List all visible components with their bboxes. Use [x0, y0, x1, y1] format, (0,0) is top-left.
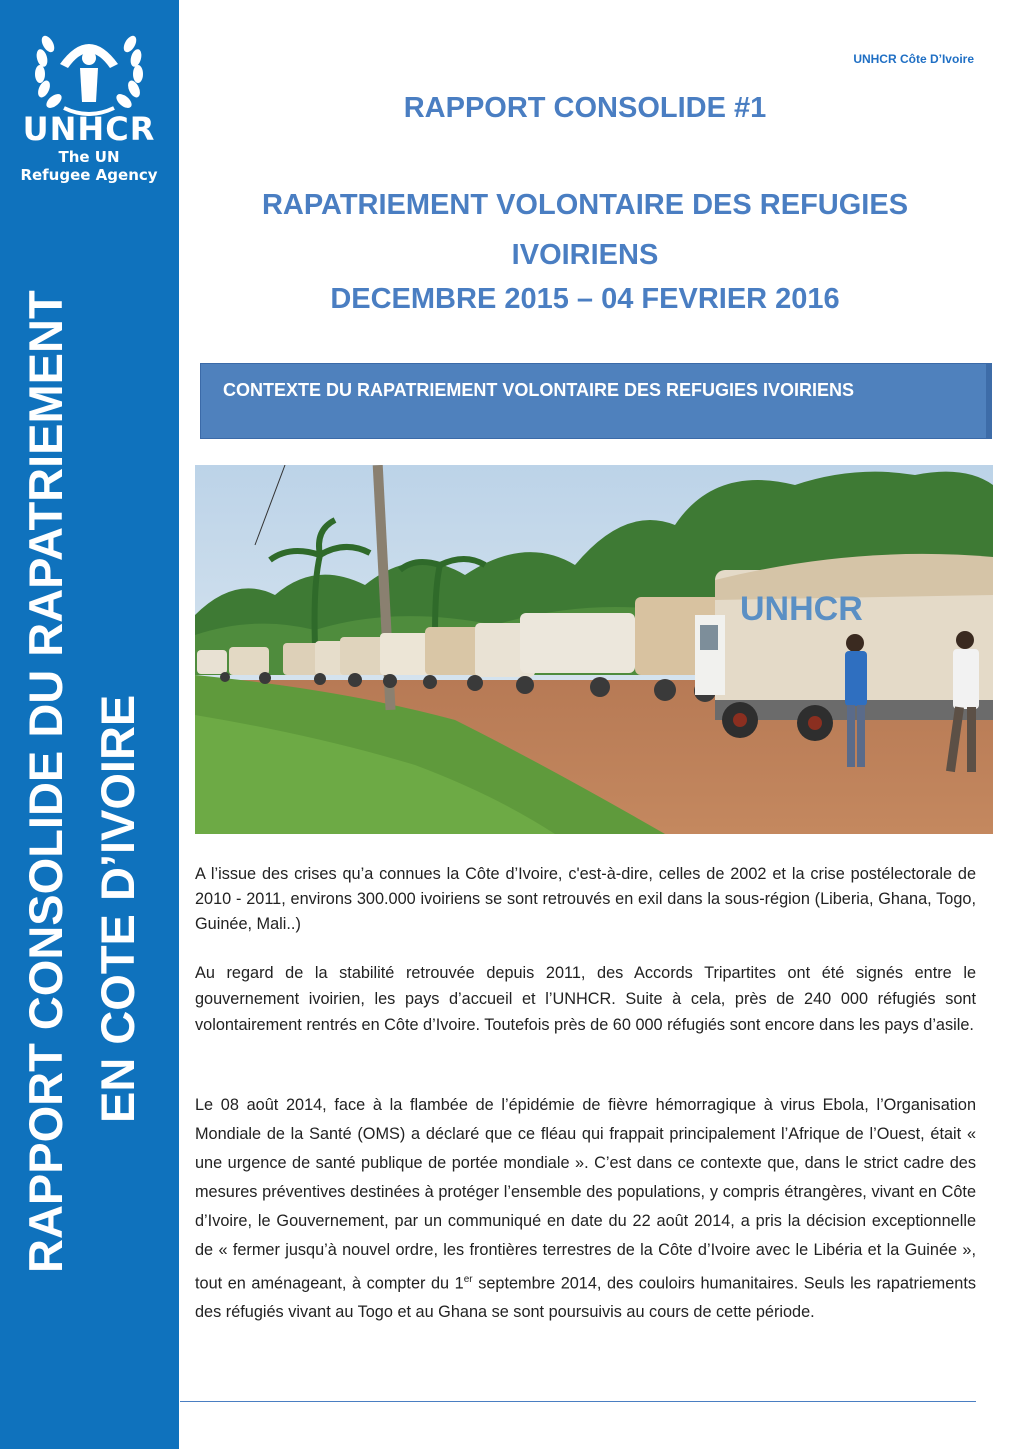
- logo-name: UNHCR: [22, 110, 156, 148]
- truck-label: UNHCR: [740, 590, 863, 628]
- logo-tagline-line1: The UN: [58, 148, 120, 166]
- vertical-cover-title: [10, 228, 170, 1428]
- body-paragraph-1: A l’issue des crises qu’a connues la Côte d’Ivoire, c'est-à-dire, celles de 2002 et la crise postélectorale de 2010 - 2011, environs 300.000 ivoiriens se sont retrouvés en exil dans la sous-région (Liberia, Ghana, Togo, Guinée, Mali..): [195, 865, 976, 933]
- report-title-line2: IVOIRIENS: [511, 239, 659, 271]
- org-label: UNHCR Côte D’Ivoire: [853, 52, 974, 66]
- report-date-range: DECEMBRE 2015 – 04 FEVRIER 2016: [330, 283, 840, 315]
- report-title-line1: RAPATRIEMENT VOLONTAIRE DES REFUGIES: [261, 189, 909, 221]
- report-title: [200, 180, 970, 280]
- convoy-photo: [195, 465, 993, 834]
- body-paragraph-3-part2: septembre 2014, des couloirs humanitaires. Seuls les rapatriements des réfugiés vivant au Togo et au Ghana se sont poursuivis au cours de cette période.: [195, 1274, 976, 1322]
- logo-tagline-line2: Refugee Agency: [20, 166, 158, 184]
- convoy-photo-illustration: [195, 465, 993, 834]
- ordinal-superscript: er: [463, 1274, 473, 1285]
- section-banner: [200, 363, 992, 439]
- body-paragraph-2: Au regard de la stabilité retrouvée depuis 2011, des Accords Tripartites ont été signés entre le gouvernement ivoirien, les pays d’accueil et l’UNHCR. Suite à cela, près de 240 000 réfugiés sont volontairement rentrés en Côte d’Ivoire. Toutefois près de 60 000 réfugiés sont encore dans les pays d’asile.: [195, 964, 976, 1034]
- sidebar: [0, 0, 179, 1449]
- body-paragraph-3-part1: Le 08 août 2014, face à la flambée de l’épidémie de fièvre hémorragique à virus Ebola, l’Organisation Mondiale de la Santé (OMS) a déclaré que ce fléau qui frappait principalement l’Afrique de l’Ouest, était « une urgence de santé publique de portée mondiale ». C’est dans ce contexte que, dans le strict cadre des mesures préventives destinées à protéger l’ensemble des populations, y compris étrangères, vivant en Côte d’Ivoire, le Gouvernement, par un communiqué en date du 22 août 2014, a pris la décision exceptionnelle de « fermer jusqu’à nouvel ordre, les frontières terrestres de la Côte d’Ivoire avec le Libéria et la Guinée », tout en aménageant, à compter du 1: [195, 1096, 976, 1293]
- footer-divider: [180, 1401, 976, 1402]
- body-paragraph-3: [195, 1091, 976, 1327]
- vertical-title-line1: RAPPORT CONSOLIDE DU RAPATRIEMENT: [19, 290, 72, 1273]
- logo-tagline: [8, 148, 170, 184]
- section-banner-title: CONTEXTE DU RAPATRIEMENT VOLONTAIRE DES REFUGIES IVOIRIENS: [223, 380, 855, 400]
- report-number: RAPPORT CONSOLIDE #1: [403, 92, 767, 124]
- unhcr-emblem-icon: [30, 24, 148, 116]
- vertical-title-line2: EN COTE D’IVOIRE: [91, 694, 144, 1123]
- unhcr-logo: [8, 24, 170, 189]
